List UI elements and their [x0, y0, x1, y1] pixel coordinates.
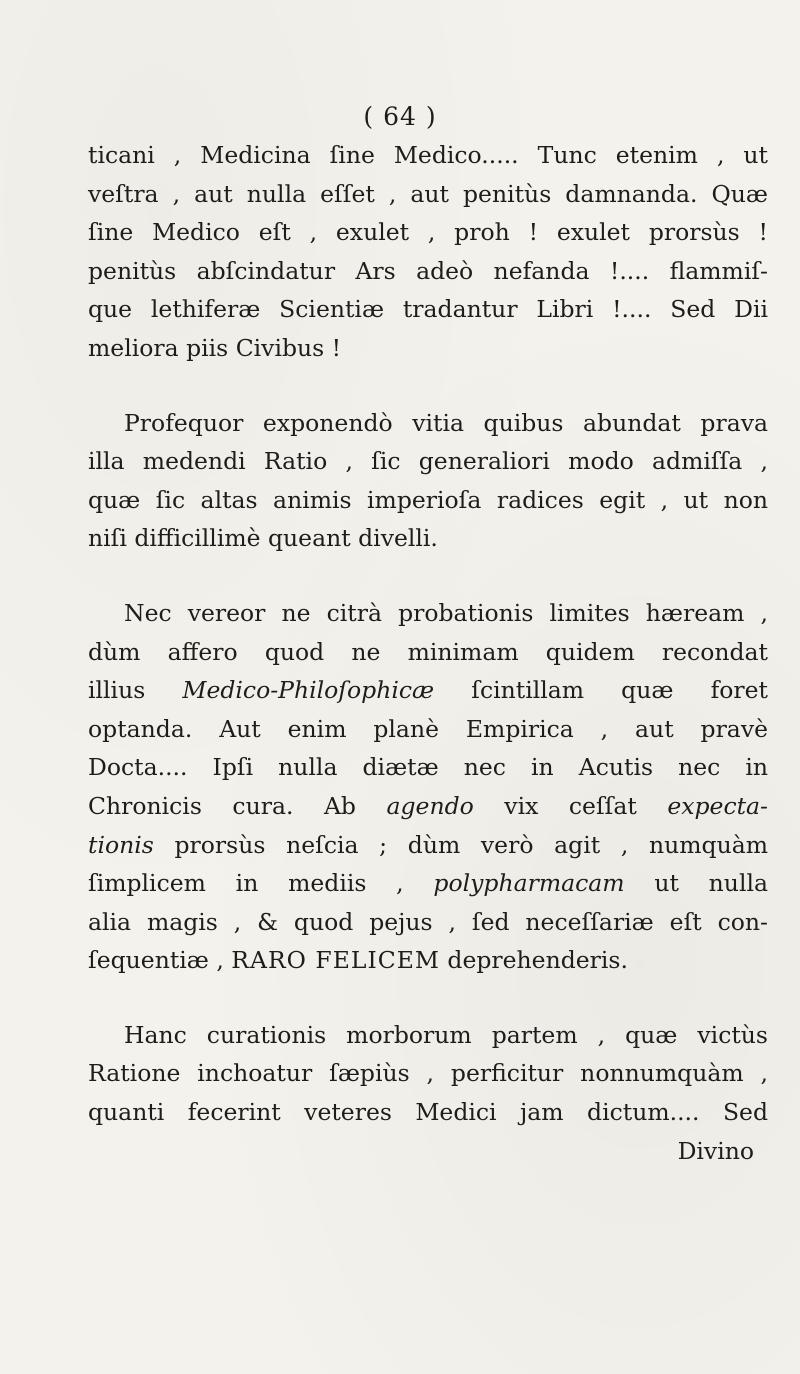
text-line [88, 941, 768, 980]
text-fragment: deprehenderis. [439, 946, 628, 975]
text-fragment: ut nulla [624, 869, 768, 898]
text-line [88, 864, 768, 903]
paragraph-3 [88, 594, 768, 980]
text-line: meliora piis Civibus ! [88, 333, 342, 362]
page-number: ( 64 ) [363, 102, 437, 131]
small-caps-term: RARO FELICEM [231, 946, 440, 975]
paragraph-4 [88, 1016, 768, 1132]
italic-term: tionis [88, 830, 154, 859]
text-line: ſine Medico eſt , exulet , proh ! exulet prorsùs ! [88, 218, 768, 247]
paragraph-1 [88, 136, 768, 368]
paragraph-2 [88, 404, 768, 558]
text-fragment: ſequentiæ , [88, 946, 232, 975]
text-line [88, 826, 768, 865]
text-line: ticani , Medicina ſine Medico..... Tunc etenim , ut [88, 141, 768, 169]
text-line: illa medendi Ratio , ſic generaliori modo admiſſa , [88, 447, 768, 476]
body-text [88, 136, 768, 1170]
italic-term: agendo [386, 791, 474, 820]
catchword: Divino [677, 1136, 754, 1165]
paragraph-gap [88, 980, 768, 1016]
paragraph-gap [88, 558, 768, 594]
text-fragment: ſimplicem in mediis , [88, 869, 434, 898]
text-line: Ratione inchoatur ſæpiùs , perficitur nonnumquàm , [88, 1059, 768, 1088]
italic-term: polypharmacam [433, 869, 625, 898]
text-line: optanda. Aut enim planè Empirica , aut pravè [88, 714, 768, 743]
text-line: dùm affero quod ne minimam quidem recondat [88, 637, 768, 666]
text-line: penitùs abſcindatur Ars adeò nefanda !.... flammiſ- [88, 256, 768, 285]
text-line: Docta.... Ipſi nulla diætæ nec in Acutis nec in [88, 753, 768, 782]
italic-term: Medico-Philoſophicæ [182, 676, 435, 705]
text-fragment: ſcintillam quæ foret [434, 676, 769, 705]
text-line: quanti fecerint veteres Medici jam dictum.... Sed [88, 1098, 768, 1127]
text-line: veſtra , aut nulla eſſet , aut penitùs damnanda. Quæ [88, 179, 768, 208]
text-fragment: vix ceſſat [473, 791, 668, 820]
text-fragment: prorsùs neſcia ; dùm verò agit , numquàm [153, 830, 768, 859]
text-fragment: illius [88, 676, 183, 705]
text-line: Nec vereor ne citrà probationis limites hæream , [124, 598, 768, 627]
text-line: quæ ſic altas animis imperioſa radices egit , ut non [88, 485, 768, 514]
paragraph-gap [88, 368, 768, 404]
text-fragment: Chronicis cura. Ab [88, 791, 387, 820]
text-line [88, 787, 768, 826]
text-line: que lethiferæ Scientiæ tradantur Libri !.... Sed Dii [88, 295, 768, 324]
text-line: Profequor exponendò vitia quibus abundat prava [124, 408, 768, 437]
text-line: Hanc curationis morborum partem , quæ victùs [124, 1020, 768, 1049]
text-line: niſi difficillimè queant divelli. [88, 524, 438, 553]
italic-term: expecta- [667, 791, 768, 820]
text-line [88, 671, 768, 710]
text-line: alia magis , & quod pejus , ſed neceſſariæ eſt con- [88, 907, 768, 936]
